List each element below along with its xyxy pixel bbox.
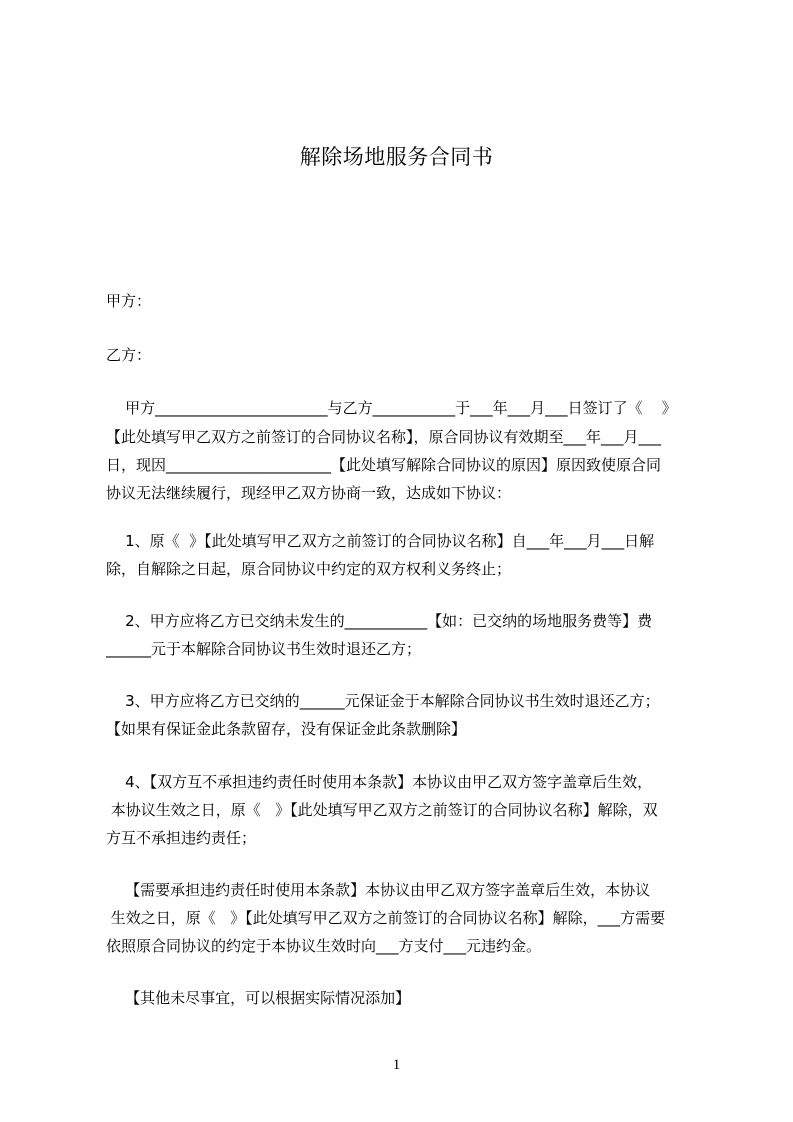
clause-2-line-1: 2、甲方应将乙方已交纳未发生的___________【如：已交纳的场地服务费等】费 [106,612,653,630]
clause-1-line-1: 1、原《 》【此处填写甲乙双方之前签订的合同协议名称】自___年___月___日解 [106,532,655,550]
document-title: 解除场地服务合同书 [299,145,494,169]
intro-line-2: 【此处填写甲乙双方之前签订的合同协议名称】，原合同协议有效期至___年___月___ [106,428,662,446]
intro-line-3: 日，现因______________________【此处填写解除合同协议的原因】原因致使原合同 [106,456,662,474]
clause-3-line-2: 【如果有保证金此条款留存，没有保证金此条款删除】 [106,720,467,738]
party-a-label: 甲方： [106,292,152,310]
clause-4-line-3: 方互不承担违约责任； [106,829,257,847]
clause-4-line-1: 4、【双方互不承担违约责任时使用本条款】本协议由甲乙双方签字盖章后生效， [106,773,653,791]
other-matters-line: 【其他未尽事宜，可以根据实际情况添加】 [106,989,411,1007]
clause-3-line-1: 3、甲方应将乙方已交纳的______元保证金于本解除合同协议书生效时退还乙方； [106,692,660,710]
clause-1-line-2: 除，自解除之日起，原合同协议中约定的双方权利义务终止； [106,560,512,578]
clause-4-alt-line-2: 生效之日，原《 》【此处填写甲乙双方之前签订的合同协议名称】解除，___方需要 [106,909,666,927]
clause-4-line-2: 本协议生效之日，原《 》【此处填写甲乙双方之前签订的合同协议名称】解除，双 [106,801,658,819]
clause-4-alt-line-3: 依照原合同协议的约定于本协议生效时向___方支付___元违约金。 [106,937,542,955]
page-number: 1 [392,1057,401,1073]
clause-4-alt-line-1: 【需要承担违约责任时使用本条款】本协议由甲乙双方签字盖章后生效，本协议 [106,881,651,899]
party-b-label: 乙方： [106,346,152,364]
clause-2-line-2: ______元于本解除合同协议书生效时退还乙方； [106,640,422,658]
intro-line-1: 甲方_______________________与乙方___________于___年___月___日签订了《 》 [106,399,677,417]
intro-line-4: 协议无法继续履行，现经甲乙双方协商一致，达成如下协议： [106,484,512,502]
